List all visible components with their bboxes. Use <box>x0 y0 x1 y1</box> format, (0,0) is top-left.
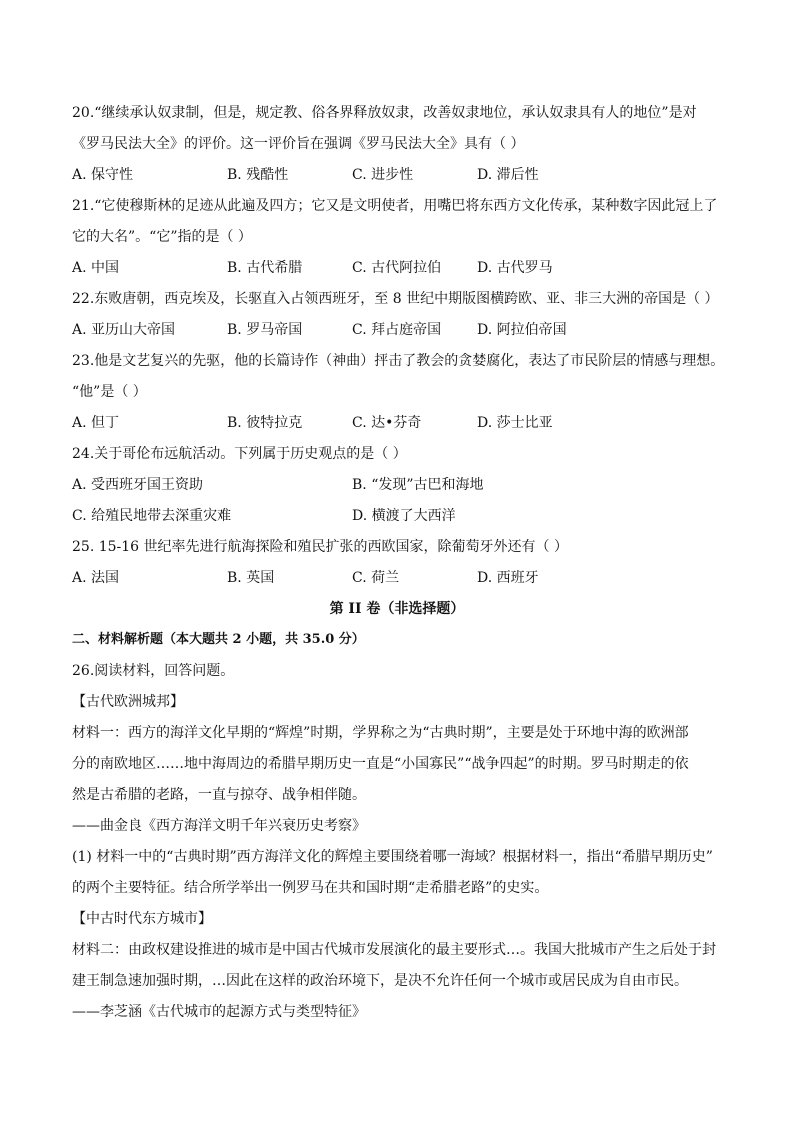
material1-line-2: 分的南欧地区……地中海周边的希腊早期历史一直是“小国寡民”“战争四起”的时期。罗马时期走的依 <box>72 756 689 772</box>
q25-option-a: A. 法国 <box>72 570 120 586</box>
q23-option-c: C. 达•芬奇 <box>352 415 422 431</box>
material1-line-3: 然是古希腊的老路，一直与掠夺、战争相伴随。 <box>72 787 366 803</box>
q22-stem-line-1: 22.东败唐朝，西克埃及，长驱直入占领西班牙，至 8 世纪中期版图横跨欧、亚、非三大洲的帝国是（ ） <box>72 291 719 307</box>
q24-option-c: C. 给殖民地带去深重灾难 <box>72 508 232 524</box>
q22-option-d: D. 阿拉伯帝国 <box>477 322 567 338</box>
q26-sub1-line-2: 的两个主要特征。结合所学举出一例罗马在共和国时期“走希腊老路”的史实。 <box>72 880 549 896</box>
q20-option-c: C. 进步性 <box>352 167 414 183</box>
q21-stem-line-1: 21.“它使穆斯林的足迹从此遍及四方；它又是文明使者，用嘴巴将东西方文化传承，某种数字因此冠上了 <box>72 198 718 214</box>
q20-option-d: D. 滞后性 <box>477 167 539 183</box>
q21-option-c: C. 古代阿拉伯 <box>352 260 442 276</box>
q22-option-a: A. 亚历山大帝国 <box>72 322 176 338</box>
material2-line-1: 材料二：由政权建设推进的城市是中国古代城市发展演化的最主要形式…。我国大批城市产生之后处于封 <box>72 942 716 958</box>
q26-intro: 26.阅读材料，回答问题。 <box>72 663 235 679</box>
part-two-heading: 二、材料解析题（本大题共 2 小题，共 35.0 分） <box>72 632 365 647</box>
q23-stem-line-2: “他”是（ ） <box>72 384 147 400</box>
q20-stem-line-2: 《罗马民法大全》的评价。这一评价旨在强调《罗马民法大全》具有（ ） <box>72 136 525 152</box>
q24-option-a: A. 受西班牙国王资助 <box>72 477 204 493</box>
q21-option-b: B. 古代希腊 <box>227 260 303 276</box>
material1-source: ——曲金良《西方海洋文明千年兴衰历史考察》 <box>72 818 366 834</box>
q25-stem-line-1: 25. 15-16 世纪率先进行航海探险和殖民扩张的西欧国家，除葡萄牙外还有（ ） <box>72 539 568 555</box>
block-title-medieval-east: 【中古时代东方城市】 <box>72 911 212 927</box>
block-title-ancient-europe: 【古代欧洲城邦】 <box>72 694 184 710</box>
q24-option-b: B. “发现”古巴和海地 <box>352 477 484 493</box>
q21-option-d: D. 古代罗马 <box>477 260 553 276</box>
material2-line-2: 建王制急速加强时期，…因此在这样的政治环境下，是决不允许任何一个城市或居民成为自由市民。 <box>72 973 688 989</box>
q23-option-a: A. 但丁 <box>72 415 120 431</box>
q22-option-b: B. 罗马帝国 <box>227 322 303 338</box>
q25-option-c: C. 荷兰 <box>352 570 400 586</box>
q21-option-a: A. 中国 <box>72 260 120 276</box>
q24-stem-line-1: 24.关于哥伦布远航活动。下列属于历史观点的是（ ） <box>72 446 407 462</box>
q20-option-b: B. 残酷性 <box>227 167 289 183</box>
q23-option-b: B. 彼特拉克 <box>227 415 303 431</box>
q25-option-b: B. 英国 <box>227 570 275 586</box>
material1-line-1: 材料一：西方的海洋文化早期的“辉煌”时期，学界称之为“古典时期”，主要是处于环地中海的欧洲部 <box>72 725 689 741</box>
section-title: 第 II 卷（非选择题） <box>329 601 465 617</box>
q26-sub1-line-1: (1) 材料一中的“古典时期”西方海洋文化的辉煌主要围绕着哪一海域？根据材料一，指出“希腊早期历史” <box>72 849 713 865</box>
material2-source: ——李芝涵《古代城市的起源方式与类型特征》 <box>72 1004 366 1020</box>
q21-stem-line-2: 它的大名”。“它”指的是（ ） <box>72 229 252 245</box>
q23-option-d: D. 莎士比亚 <box>477 415 553 431</box>
q20-option-a: A. 保守性 <box>72 167 134 183</box>
q23-stem-line-1: 23.他是文艺复兴的先驱，他的长篇诗作（神曲）抨击了教会的贪婪腐化，表达了市民阶层的情感与理想。 <box>72 353 725 369</box>
q24-option-d: D. 横渡了大西洋 <box>352 508 456 524</box>
q25-option-d: D. 西班牙 <box>477 570 539 586</box>
q20-stem-line-1: 20.“继续承认奴隶制，但是，规定教、俗各界释放奴隶，改善奴隶地位，承认奴隶具有人的地位”是对 <box>72 105 697 121</box>
q22-option-c: C. 拜占庭帝国 <box>352 322 442 338</box>
